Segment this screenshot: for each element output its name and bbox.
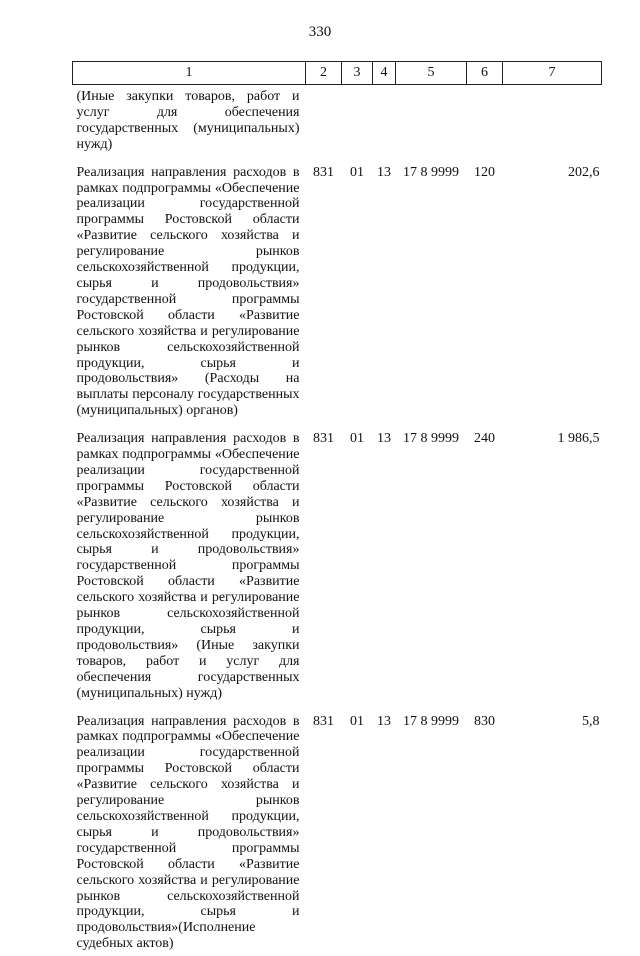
row-name: Реализация направления расходов в рамках подпрограммы «Обеспечение реализации государственной программы Ростовской области «Развитие сельского хозяйства и регулирование рынков сельскохозяйственной продукции, сырья и продовольствия» государственной программы Ростовской области «Развитие сельского хозяйства и регулирование рынков сельскохозяйственной продукции, сырья и продовольствия» (Расходы на выплаты персоналу государственных (муниципальных) органов) [76,164,300,419]
row-ministry-code [306,85,342,157]
table-row [73,706,602,956]
row-target-code: 17 8 9999 [403,164,459,180]
column-header-2: 2 [306,62,342,85]
column-header-5: 5 [396,62,467,85]
row-target-code: 17 8 9999 [403,713,459,729]
row-amount: 202,6 [568,164,600,180]
row-section-code: 01 [350,431,364,447]
row-subsection-code: 13 [377,713,391,729]
row-subsection-code [373,85,396,157]
column-header-1: 1 [73,62,306,85]
row-expense-type-code: 120 [474,164,495,180]
column-header-4: 4 [373,62,396,85]
row-ministry-code: 831 [313,431,334,447]
row-amount [503,85,602,157]
row-target-code [396,85,467,157]
row-section-code [342,85,373,157]
row-ministry-code: 831 [313,164,334,180]
row-amount: 5,8 [582,713,600,729]
row-ministry-code: 831 [313,713,334,729]
page-number: 330 [308,24,332,40]
row-subsection-code: 13 [377,431,391,447]
table-row [73,85,602,157]
row-name: Реализация направления расходов в рамках подпрограммы «Обеспечение реализации государственной программы Ростовской области «Развитие сельского хозяйства и регулирование рынков сельскохозяйственной продукции, сырья и продовольствия» государственной программы Ростовской области «Развитие сельского хозяйства и регулирование рынков сельскохозяйственной продукции, сырья и продовольствия» (Иные закупки товаров, работ и услуг для обеспечения государственных (муниципальных) нужд) [76,431,300,701]
budget-table [72,61,602,956]
row-target-code: 17 8 9999 [403,431,459,447]
row-expense-type-code: 240 [474,431,495,447]
row-name: (Иные закупки товаров, работ и услуг для обеспечения государственных (муниципальных) нужд) [76,89,300,152]
row-name: Реализация направления расходов в рамках подпрограммы «Обеспечение реализации государственной программы Ростовской области «Развитие сельского хозяйства и регулирование рынков сельскохозяйственной продукции, сырья и продовольствия» государственной программы Ростовской области «Развитие сельского хозяйства и регулирование рынков сельскохозяйственной продукции, сырья и продовольствия»(Исполнение судебных актов) [76,713,300,952]
table-row [73,157,602,424]
row-amount: 1 986,5 [557,431,600,447]
table-header-row [73,62,602,85]
column-header-3: 3 [342,62,373,85]
row-expense-type-code: 830 [474,713,495,729]
column-header-7: 7 [503,62,602,85]
row-section-code: 01 [350,713,364,729]
row-section-code: 01 [350,164,364,180]
row-expense-type-code [467,85,503,157]
table-row [73,423,602,705]
row-subsection-code: 13 [377,164,391,180]
column-header-6: 6 [467,62,503,85]
